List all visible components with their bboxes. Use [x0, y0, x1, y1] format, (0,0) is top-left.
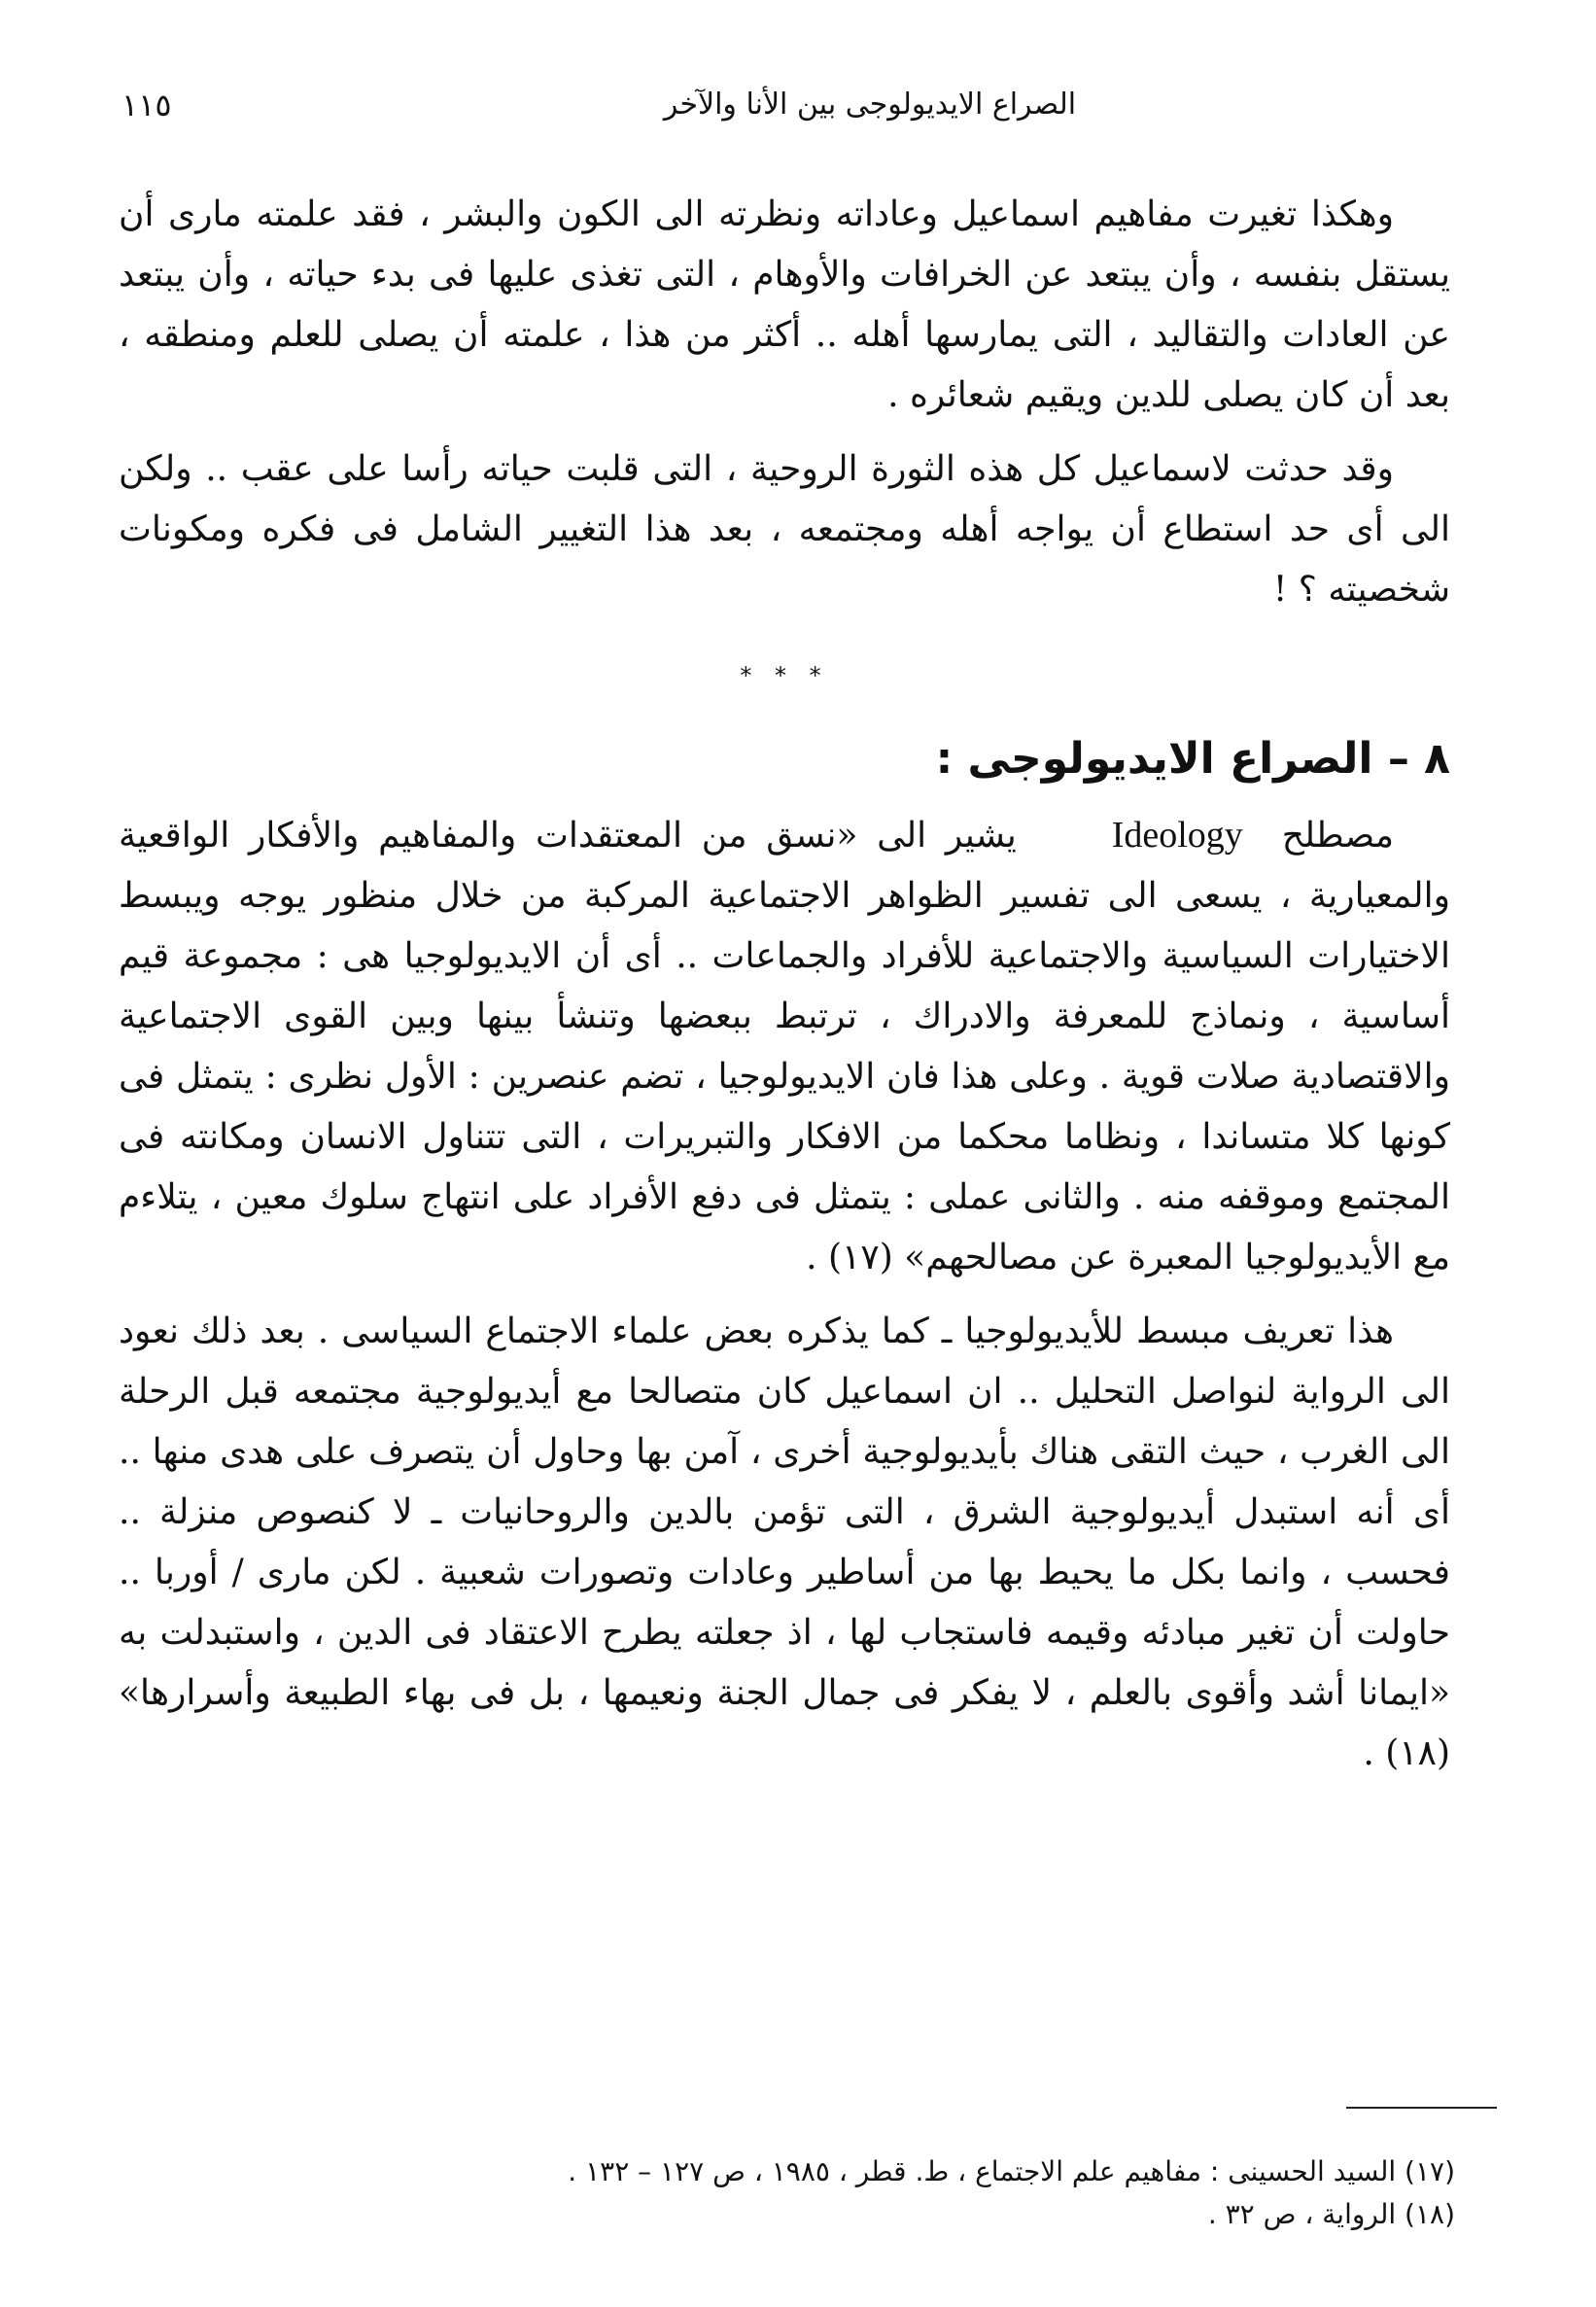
paragraph-ismail-transformation: وهكذا تغيرت مفاهيم اسماعيل وعاداته ونظرته الى الكون والبشر ، فقد علمته مارى أن يستقل بنفسه ، وأن يبتعد عن الخرافات والأوهام ، التى تغذى عليها فى بدء حياته ، وأن يبتعد عن العادات والتقاليد ، التى يمارسها أهله .. أكثر من هذا ، علمته أن يصلى للعلم ومنطقه ، بعد أن كان يصلى للدين ويقيم شعائره . — [119, 194, 1450, 415]
paragraph-spiritual-revolution: وقد حدثت لاسماعيل كل هذه الثورة الروحية ، التى قلبت حياته رأسا على عقب .. ولكن الى أى حد استطاع أن يواجه أهله ومجتمعه ، بعد هذا التغيير الشامل فى فكره ومكونات شخصيته ؟ ! — [119, 449, 1450, 610]
section-heading: ٨ – الصراع الايديولوجى : — [935, 734, 1450, 784]
footnote-17: (١٧) السيد الحسينى : مفاهيم علم الاجتماع ، ط. قطر ، ١٩٨٥ ، ص ١٢٧ – ١٣٢ . — [568, 2155, 1455, 2187]
paragraph-ideology-definition — [119, 805, 1450, 1288]
running-title: الصراع الايديولوجى بين الأنا والآخر — [663, 87, 1077, 122]
paragraph-ideology-analysis: هذا تعريف مبسط للأيديولوجيا ـ كما يذكره بعض علماء الاجتماع السياسى . بعد ذلك نعود الى الرواية لنواصل التحليل .. ان اسماعيل كان متصالحا مع أيديولوجية مجتمعه قبل الرحلة الى الغرب ، حيث التقى هناك بأيديولوجية أخرى ، آمن بها وحاول أن يتصرف على هدى منها .. أى أنه استبدل أيديولوجية الشرق ، التى تؤمن بالدين والروحانيات ـ لا كنصوص منزلة .. فحسب ، وانما بكل ما يحيط بها من أساطير وعادات وتصورات شعبية . لكن مارى / أوربا .. حاولت أن تغير مبادئه وقيمه فاستجاب لها ، اذ جعلته يطرح الاعتقاد فى الدين ، واستبدلت به «ايمانا أشد وأقوى بالعلم ، لا يفكر فى جمال الجنة ونعيمها ، بل فى بهاء الطبيعة وأسرارها» (١٨) . — [119, 1311, 1450, 1773]
term-label: مصطلح — [1281, 816, 1394, 856]
footnotes — [262, 2150, 1455, 2236]
page-number: ١١٥ — [121, 87, 172, 123]
page-header — [121, 86, 1455, 134]
footnote-18: (١٨) الرواية ، ص ٣٢ . — [1207, 2198, 1455, 2230]
body-text — [119, 185, 1450, 1784]
latin-term: Ideology — [1111, 815, 1243, 856]
footnote-divider — [1346, 2107, 1497, 2109]
definition-text: يشير الى «نسق من المعتقدات والمفاهيم والأفكار الواقعية والمعيارية ، يسعى الى تفسير الظواهر الاجتماعية المركبة من خلال منظور يوجه ويبسط الاختيارات السياسية والاجتماعية للأفراد والجماعات .. أى أن الايديولوجيا هى : مجموعة قيم أساسية ، ونماذج للمعرفة والادراك ، ترتبط ببعضها وتنشأ بينها وبين القوى الاجتماعية والاقتصادية صلات قوية . وعلى هذا فان الايديولوجيا ، تضم عنصرين : الأول نظرى : يتمثل فى كونها كلا متساندا ، ونظاما محكما من الافكار والتبريرات ، التى تتناول الانسان ومكانته فى المجتمع وموقفه منه . والثانى عملى : يتمثل فى دفع الأفراد على انتهاج سلوك معين ، يتلاءم مع الأيديولوجيا المعبرة عن مصالحهم» (١٧) . — [119, 816, 1450, 1277]
section-separator: * * * — [740, 662, 829, 689]
